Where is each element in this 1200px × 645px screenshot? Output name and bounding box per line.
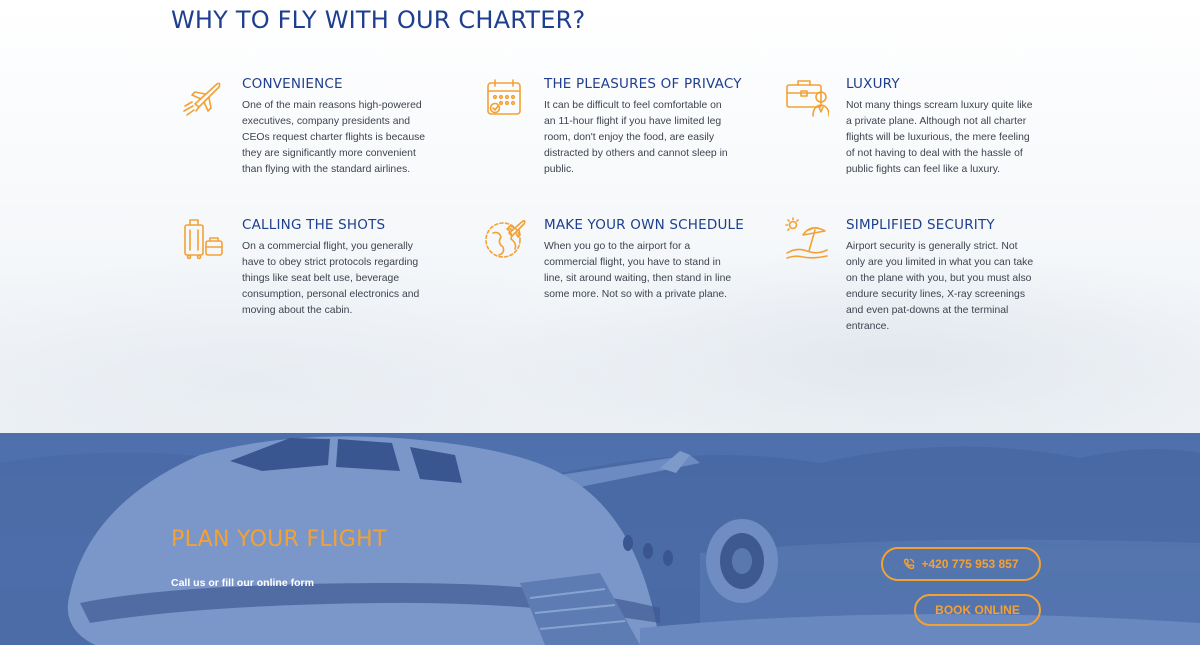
feature-text: It can be difficult to feel comfortable on an 11-hour flight if you have limited leg room, don't enjoy the food, are easily distracted by others and cannot sleep in public. [544,100,728,175]
feature-text: When you go to the airport for a commercial flight, you have to stand in line, sit around waiting, then stand in line some more. Not so with a private plane. [544,241,732,300]
feature-title: THE PLEASURES OF PRIVACY [544,76,742,92]
feature-text: Not many things scream luxury quite like a private plane. Although not all charter flights will be luxurious, the mere feeling of not having to deal with the hassle of public fights can feel like a luxury. [846,100,1033,175]
plan-subtitle: Call us or fill our online form [171,577,314,589]
airplane-takeoff-icon [181,76,225,120]
feature-text: One of the main reasons high-powered executives, company presidents and CEOs request charter flights is because they are significantly more convenient than flying with the standard airlines. [242,100,426,175]
briefcase-businessman-icon [785,76,829,120]
call-phone-button[interactable] [881,547,1041,581]
feature-title: LUXURY [846,76,900,92]
globe-plane-icon [483,217,527,261]
feature-text: Airport security is generally strict. Not only are you limited in what you can take on the plane with you, but you must also endure security lines, X-ray screenings and even pat-downs at the terminal entrance. [846,241,1034,332]
feature-title: CALLING THE SHOTS [242,217,386,233]
feature-title: CONVENIENCE [242,76,343,92]
phone-number: +420 775 953 857 [921,557,1019,571]
plan-flight-section [0,433,1200,645]
phone-icon [903,558,915,570]
beach-umbrella-icon [785,217,829,261]
book-online-button[interactable]: BOOK ONLINE [914,594,1041,626]
plan-title: PLAN YOUR FLIGHT [171,527,387,552]
feature-title: SIMPLIFIED SECURITY [846,217,995,233]
calendar-icon [483,76,527,120]
section-title: WHY TO FLY WITH OUR CHARTER? [171,6,586,34]
feature-title: MAKE YOUR OWN SCHEDULE [544,217,745,233]
feature-text: On a commercial flight, you generally have to obey strict protocols regarding things like seat belt use, beverage consumption, personal electronics and moving about the cabin. [242,241,420,316]
luggage-icon [181,217,225,261]
